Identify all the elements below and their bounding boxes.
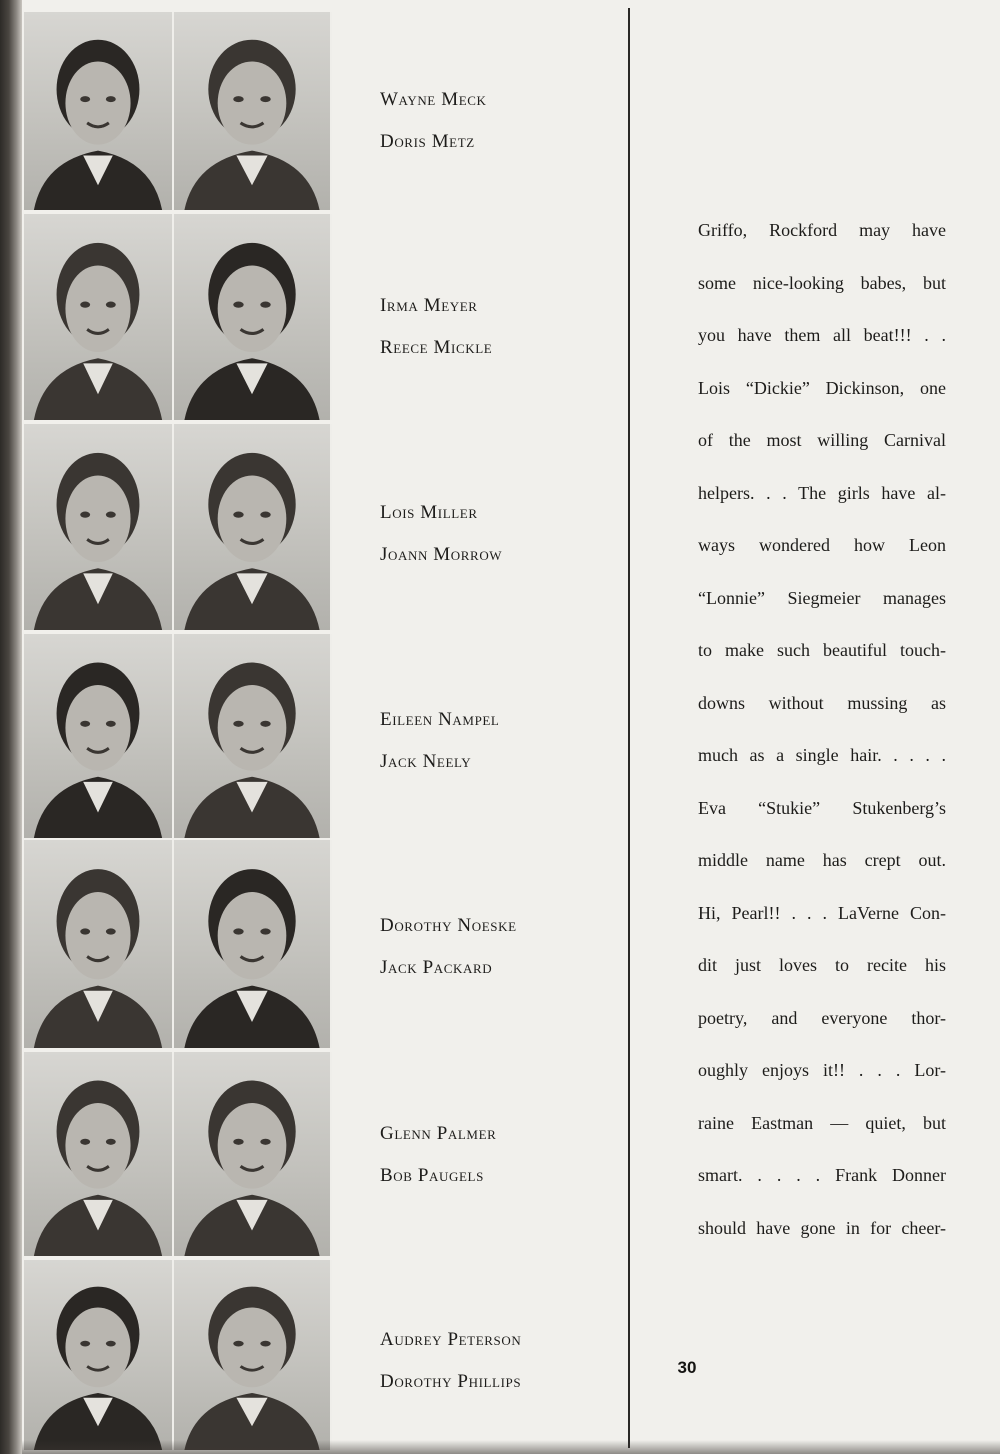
student-name: Wayne Meck xyxy=(380,89,487,110)
student-portrait-photo xyxy=(24,1052,174,1256)
student-portrait-photo xyxy=(24,214,174,420)
student-name: Lois Miller xyxy=(380,502,478,523)
column-text-line: “Lonnie” Siegmeier manages xyxy=(698,587,946,608)
name-pair-5 xyxy=(380,916,610,1000)
column-text-line: oughly enjoys it!! . . . Lor- xyxy=(698,1060,946,1080)
student-portrait-photo xyxy=(24,12,174,210)
column-text-line: smart. . . . . Frank Donner xyxy=(698,1165,946,1185)
name-pair-7 xyxy=(380,1330,610,1414)
student-name: Glenn Palmer xyxy=(380,1123,497,1144)
student-portrait-photo xyxy=(174,1260,332,1450)
column-text-line: ways wondered how Leon xyxy=(698,535,946,555)
column-text-line: poetry, and everyone thor- xyxy=(698,1007,946,1028)
column-text-line: downs without mussing as xyxy=(698,692,946,713)
student-name: Audrey Peterson xyxy=(380,1329,522,1350)
student-portrait-photo xyxy=(24,1260,174,1450)
yearbook-page xyxy=(22,0,1000,1454)
name-pair-2 xyxy=(380,296,610,380)
gossip-column xyxy=(698,210,946,1260)
portrait-row xyxy=(22,214,334,420)
name-pair-6 xyxy=(380,1124,610,1208)
column-text-line: should have gone in for cheer- xyxy=(698,1217,946,1238)
column-text-line: Hi, Pearl!! . . . LaVerne Con- xyxy=(698,902,946,923)
name-pair-3 xyxy=(380,503,610,587)
book-binding xyxy=(0,0,22,1454)
column-text-line: middle name has crept out. xyxy=(698,850,946,870)
student-portrait-photo xyxy=(174,840,332,1048)
name-pair-4 xyxy=(380,710,610,794)
column-text-line: dit just loves to recite his xyxy=(698,955,946,975)
column-text-line: to make such beautiful touch- xyxy=(698,640,946,660)
student-name: Jack Packard xyxy=(380,957,493,978)
student-portrait-photo xyxy=(24,840,174,1048)
name-pair-1 xyxy=(380,90,610,174)
student-name: Eileen Nampel xyxy=(380,709,500,730)
column-text-line: Lois “Dickie” Dickinson, one xyxy=(698,377,946,398)
portrait-row xyxy=(22,424,334,630)
student-portrait-photo xyxy=(24,634,174,838)
column-text-line: some nice-looking babes, but xyxy=(698,272,946,293)
portrait-row xyxy=(22,12,334,210)
column-text-line: of the most willing Carnival xyxy=(698,430,946,450)
student-portrait-photo xyxy=(174,214,332,420)
student-name: Joann Morrow xyxy=(380,544,503,565)
portrait-row xyxy=(22,634,334,838)
column-text-line: much as a single hair. . . . . xyxy=(698,745,946,765)
column-text-line: Griffo, Rockford may have xyxy=(698,220,946,240)
portrait-row xyxy=(22,1260,334,1450)
portrait-row xyxy=(22,1052,334,1256)
column-divider-rule xyxy=(628,8,630,1448)
student-portrait-photo xyxy=(174,424,332,630)
student-name: Dorothy Noeske xyxy=(380,915,517,936)
student-name: Irma Meyer xyxy=(380,295,478,316)
column-text-line: helpers. . . The girls have al- xyxy=(698,482,946,503)
student-portrait-photo xyxy=(24,424,174,630)
page-number: 30 xyxy=(677,1358,697,1377)
column-text-line: raine Eastman — quiet, but xyxy=(698,1112,946,1133)
student-name: Dorothy Phillips xyxy=(380,1371,522,1392)
portrait-row xyxy=(22,840,334,1048)
student-portrait-photo xyxy=(174,12,332,210)
page-edge-shadow xyxy=(22,1440,1000,1454)
student-name: Reece Mickle xyxy=(380,337,493,358)
student-name: Bob Paugels xyxy=(380,1165,484,1186)
student-portrait-photo xyxy=(174,634,332,838)
column-text-line: you have them all beat!!! . . xyxy=(698,325,946,345)
student-portrait-photo xyxy=(174,1052,332,1256)
student-name: Jack Neely xyxy=(380,751,472,772)
student-name: Doris Metz xyxy=(380,131,475,152)
column-text-line: Eva “Stukie” Stukenberg’s xyxy=(698,797,946,818)
